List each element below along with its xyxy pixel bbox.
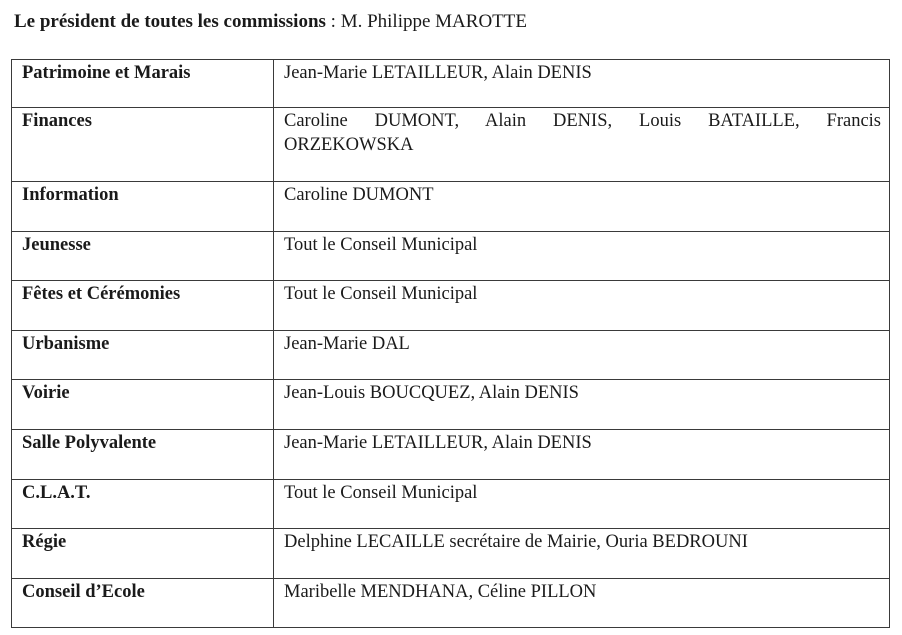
commission-name: Fêtes et Cérémonies	[12, 281, 274, 331]
table-row	[12, 331, 890, 380]
commission-members: Maribelle MENDHANA, Céline PILLON	[274, 579, 890, 628]
commission-members: Jean-Marie DAL	[274, 331, 890, 380]
commission-name: Information	[12, 182, 274, 232]
commission-name: Régie	[12, 529, 274, 579]
commission-members: Jean-Marie LETAILLEUR, Alain DENIS	[274, 430, 890, 480]
commission-members: Tout le Conseil Municipal	[274, 480, 890, 529]
table-row	[12, 579, 890, 628]
table-row	[12, 232, 890, 281]
commission-name: Jeunesse	[12, 232, 274, 281]
table-row	[12, 108, 890, 182]
commission-members: Caroline DUMONT, Alain DENIS, Louis BATAILLE, Francis ORZEKOWSKA	[274, 108, 890, 182]
commission-name: Patrimoine et Marais	[12, 60, 274, 108]
commission-name: Salle Polyvalente	[12, 430, 274, 480]
commission-members: Jean-Louis BOUCQUEZ, Alain DENIS	[274, 380, 890, 430]
table-row	[12, 182, 890, 232]
table-row	[12, 60, 890, 108]
commission-name: Finances	[12, 108, 274, 182]
commission-members: Tout le Conseil Municipal	[274, 281, 890, 331]
commission-name: Conseil d’Ecole	[12, 579, 274, 628]
commission-name: Voirie	[12, 380, 274, 430]
heading-president: M. Philippe MAROTTE	[340, 11, 527, 32]
page-heading	[14, 10, 527, 34]
table-row	[12, 281, 890, 331]
commission-members: Jean-Marie LETAILLEUR, Alain DENIS	[274, 60, 890, 108]
commission-name: C.L.A.T.	[12, 480, 274, 529]
table-row	[12, 430, 890, 480]
commission-members: Caroline DUMONT	[274, 182, 890, 232]
table-row	[12, 380, 890, 430]
table-row	[12, 480, 890, 529]
table-row	[12, 529, 890, 579]
commission-name: Urbanisme	[12, 331, 274, 380]
commissions-table	[11, 59, 890, 628]
commission-members: Tout le Conseil Municipal	[274, 232, 890, 281]
heading-label: Le président de toutes les commissions	[14, 11, 326, 32]
commission-members: Delphine LECAILLE secrétaire de Mairie, Ouria BEDROUNI	[274, 529, 890, 579]
heading-separator: :	[325, 11, 341, 32]
